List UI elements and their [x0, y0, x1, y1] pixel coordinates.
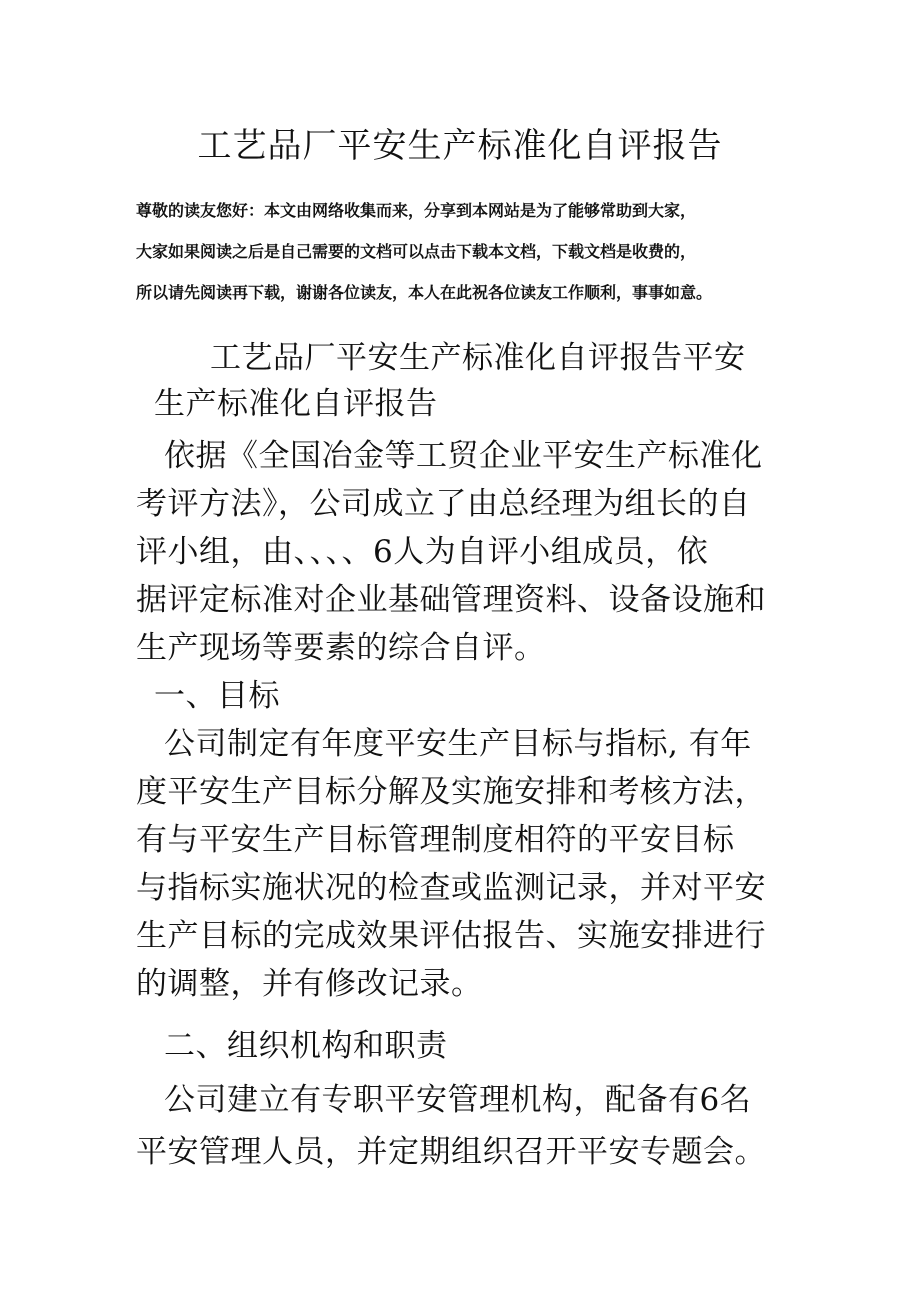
notice-line: 所以请先阅读再下载，谢谢各位读友，本人在此祝各位读友工作顺利，事事如意。 — [136, 283, 713, 302]
paragraph-line: 与指标实施状况的检查或监测记录，并对平安 — [136, 870, 766, 906]
paragraph-line: 据评定标准对企业基础管理资料、设备设施和 — [136, 582, 766, 618]
heading-line: 工艺品厂平安生产标准化自评报告平安 — [210, 340, 746, 376]
notice-line: 大家如果阅读之后是自己需要的文档可以点击下载本文档，下载文档是收费的， — [136, 242, 697, 261]
paragraph-line: 生产现场等要素的综合自评。 — [136, 630, 546, 666]
paragraph-line: 考评方法》，公司成立了由总经理为组长的自 — [136, 486, 751, 522]
heading-line: 生产标准化自评报告 — [154, 386, 438, 422]
paragraph-line: 依据《全国冶金等工贸企业平安生产标准化 — [164, 438, 763, 474]
paragraph-line: 平安管理人员，并定期组织召开平安专题会。 — [136, 1134, 766, 1170]
paragraph-line: 有与平安生产目标管理制度相符的平安目标 — [136, 822, 735, 858]
section-heading-goals: 一、目标 — [154, 678, 280, 714]
paragraph-line: 的调整，并有修改记录。 — [136, 966, 483, 1002]
paragraph-line: 生产目标的完成效果评估报告、实施安排进行 — [136, 918, 766, 954]
paragraph-line: 公司制定有年度平安生产目标与指标, 有年 — [164, 726, 752, 762]
notice-line: 尊敬的读友您好：本文由网络收集而来，分享到本网站是为了能够常助到大家， — [136, 201, 697, 220]
paragraph-line: 度平安生产目标分解及实施安排和考核方法， — [136, 774, 766, 810]
section-heading-organization: 二、组织机构和职责 — [164, 1028, 448, 1064]
paragraph-line: 评小组，由、、、、6人为自评小组成员，依 — [136, 534, 709, 570]
document-title: 工艺品厂平安生产标准化自评报告 — [197, 126, 723, 166]
paragraph-line: 公司建立有专职平安管理机构，配备有6名 — [164, 1082, 752, 1118]
